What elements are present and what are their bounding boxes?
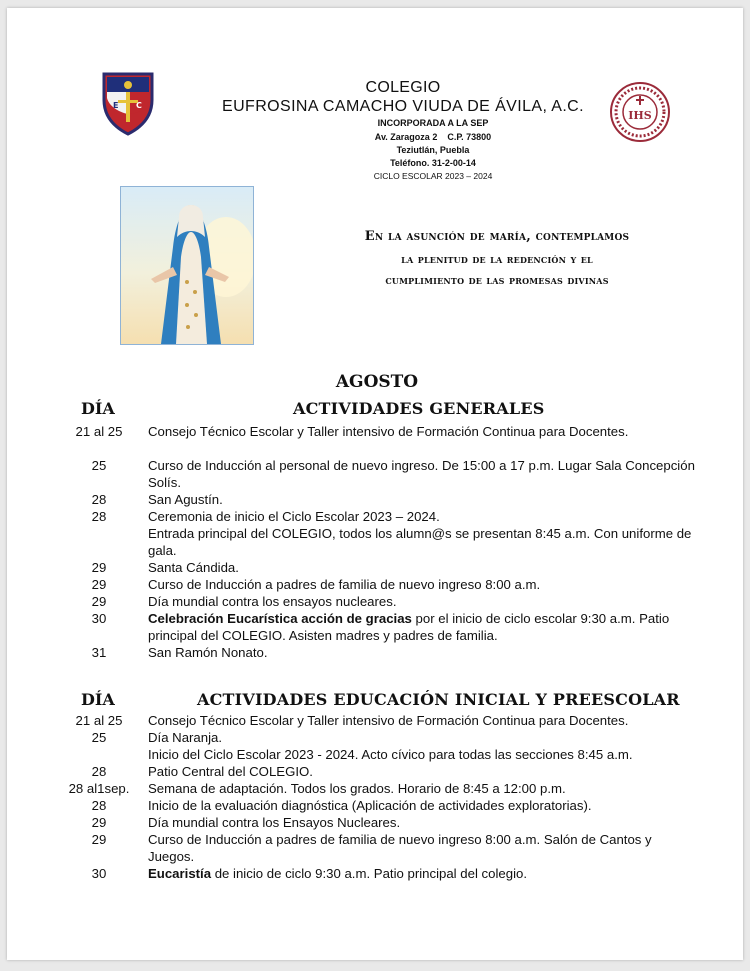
activity-text: Semana de adaptación. Todos los grados. Horario de 8:45 a 12:00 p.m. — [148, 781, 566, 796]
day-column-heading: DÍA — [81, 399, 115, 418]
activity-day: 29 — [91, 832, 107, 847]
svg-text:E: E — [113, 101, 119, 110]
activity-day: 29 — [91, 594, 107, 609]
activity-rest-text: de inicio de ciclo 9:30 a.m. Patio principal del colegio. — [211, 866, 527, 881]
activity-text — [148, 610, 700, 644]
activity-bold-text: Celebración Eucarística acción de gracias — [148, 611, 412, 626]
activity-text: Ceremonia de inicio el Ciclo Escolar 2023 – 2024. — [148, 509, 440, 524]
activity-text: Curso de Inducción a padres de familia de nuevo ingreso 8:00 a.m. Salón de Cantos y Juegos. — [148, 832, 652, 864]
svg-text:IHS: IHS — [628, 109, 652, 122]
activity-text: Santa Cándida. — [148, 560, 239, 575]
activity-text: Entrada principal del COLEGIO, todos los alumn@s se presentan 8:45 a.m. Con uniforme de gala. — [148, 526, 692, 558]
month-heading: AGOSTO — [335, 372, 419, 392]
activity-text — [148, 865, 700, 882]
motto-line-2: la plenitud de la redención y el — [401, 252, 593, 266]
activity-day: 28 — [91, 492, 107, 507]
activity-text: Inicio del Ciclo Escolar 2023 - 2024. Acto cívico para todas las secciones 8:45 a.m. — [148, 747, 633, 762]
activity-day: 30 — [91, 611, 107, 626]
activity-text: Día mundial contra los Ensayos Nucleares. — [148, 815, 401, 830]
activity-text: Curso de Inducción a padres de familia de nuevo ingreso 8:00 a.m. — [148, 577, 541, 592]
activity-day: 25 — [91, 458, 107, 473]
activity-text: Día Naranja. — [148, 730, 223, 745]
day-column-heading: DÍA — [81, 690, 115, 709]
activity-day: 30 — [91, 866, 107, 881]
school-cycle-text: CICLO ESCOLAR 2023 – 2024 — [373, 171, 493, 181]
activity-day: 29 — [91, 815, 107, 830]
activity-day: 21 al 25 — [75, 713, 123, 728]
motto-line-3: cumplimiento de las promesas divinas — [385, 273, 609, 287]
document-page — [7, 8, 743, 960]
activity-bold-text: Eucaristía — [148, 866, 212, 881]
activity-day: 28 — [91, 764, 107, 779]
preschool-activities-heading: ACTIVIDADES EDUCACIÓN INICIAL Y PREESCOLAR — [197, 690, 680, 709]
school-name: EUFROSINA CAMACHO VIUDA DE ÁVILA, A.C. — [222, 98, 584, 115]
activity-text: San Agustín. — [148, 492, 223, 507]
activity-text: Inicio de la evaluación diagnóstica (Aplicación de actividades exploratorias). — [148, 798, 592, 813]
activity-text: Consejo Técnico Escolar y Taller intensivo de Formación Continua para Docentes. — [148, 713, 629, 728]
phone-text: Teléfono. 31-2-00-14 — [390, 158, 476, 168]
svg-text:C: C — [136, 101, 142, 110]
address-text: Av. Zaragoza 2 C.P. 73800 — [374, 132, 492, 142]
activity-text: Día mundial contra los ensayos nucleares. — [148, 594, 397, 609]
activity-text: Consejo Técnico Escolar y Taller intensivo de Formación Continua para Docentes. — [148, 424, 629, 439]
incorporation-text: INCORPORADA A LA SEP — [377, 118, 489, 128]
activity-text: Curso de Inducción al personal de nuevo ingreso. De 15:00 a 17 p.m. Lugar Sala Concepción Solís. — [148, 458, 695, 490]
school-label: COLEGIO — [365, 79, 441, 96]
virgin-mary-image — [120, 186, 254, 345]
activity-day: 29 — [91, 560, 107, 575]
activity-day: 31 — [91, 645, 107, 660]
motto-line-1: En la asunción de maría, contemplamos — [364, 229, 630, 244]
city-text: Teziutlán, Puebla — [396, 145, 470, 155]
activity-rest-text: por el inicio de ciclo escolar 9:30 a.m. Patio principal del COLEGIO. Asisten madres y padres de familia. — [148, 611, 670, 643]
activity-day: 25 — [91, 730, 107, 745]
activity-day: 28 — [91, 798, 107, 813]
activity-day: 29 — [91, 577, 107, 592]
activity-day: 21 al 25 — [75, 424, 123, 439]
activity-text: Patio Central del COLEGIO. — [148, 764, 313, 779]
activity-day: 28 al1sep. — [68, 781, 130, 796]
activity-day: 28 — [91, 509, 107, 524]
activity-text: San Ramón Nonato. — [148, 645, 268, 660]
general-activities-heading: ACTIVIDADES GENERALES — [293, 399, 545, 418]
ihs-seal-logo — [609, 81, 671, 143]
